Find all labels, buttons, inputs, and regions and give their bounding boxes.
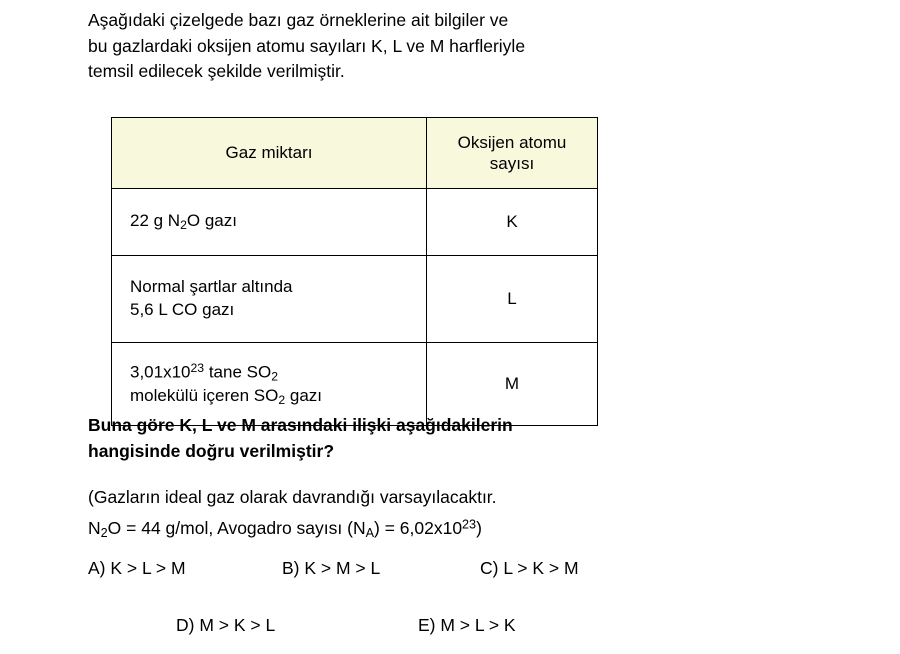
row-3-amount-l1-sub: 2	[271, 369, 279, 384]
row-3-amount-l2-post: gazı	[285, 385, 323, 405]
note-line-2-mid: O = 44 g/mol, Avogadro sayısı (N	[107, 517, 366, 538]
note-line-2-sub-1: 2	[100, 525, 108, 540]
header-gas-amount: Gaz miktarı	[112, 118, 427, 189]
row-1-amount	[112, 189, 427, 256]
row-1-amount-pre: 22 g N	[130, 211, 181, 231]
table-row	[112, 256, 598, 343]
note-line-2-end: )	[476, 517, 482, 538]
note-line-2	[88, 513, 728, 544]
header-oxygen-line-1: Oksijen atomu	[457, 132, 567, 152]
intro-line-2: bu gazlardaki oksijen atomu sayıları K, L ve M harfleriyle	[88, 35, 526, 56]
choice-d[interactable]: D) M > K > L	[176, 615, 276, 635]
note-line-2-sub-2: A	[365, 525, 374, 540]
note-line-2-sup: 23	[462, 516, 477, 531]
table-row	[112, 189, 598, 256]
question-line-1: Buna göre K, L ve M arasındaki ilişki aşağıdakilerin	[88, 415, 513, 435]
question-note	[88, 482, 728, 544]
choice-b[interactable]: B) K > M > L	[282, 558, 381, 578]
choice-e[interactable]: E) M > L > K	[418, 615, 516, 635]
row-2-amount-line-1: Normal şartlar altında	[130, 277, 293, 297]
row-2-symbol: L	[427, 256, 598, 343]
intro-line-3: temsil edilecek şekilde verilmiştir.	[88, 61, 345, 82]
note-line-2-post: ) = 6,02x10	[374, 517, 463, 538]
row-3-amount-l1-mid: tane SO	[204, 362, 272, 382]
row-3-symbol: M	[427, 343, 598, 426]
note-line-1: (Gazların ideal gaz olarak davrandığı varsayılacaktır.	[88, 487, 497, 507]
row-1-amount-post: O gazı	[186, 211, 237, 231]
header-oxygen-line-2: sayısı	[489, 154, 535, 173]
choice-c[interactable]: C) L > K > M	[480, 558, 579, 578]
gas-information-table	[111, 117, 598, 426]
row-2-amount-line-2: 5,6 L CO gazı	[130, 300, 235, 319]
row-3-amount-l2-sub: 2	[278, 392, 286, 407]
row-3-amount-l2-pre: molekülü içeren SO	[130, 385, 279, 405]
question-line-2: hangisinde doğru verilmiştir?	[88, 441, 335, 462]
intro-line-1: Aşağıdaki çizelgede bazı gaz örneklerine ait bilgiler ve	[88, 10, 509, 30]
row-1-amount-sub: 2	[180, 218, 187, 233]
header-oxygen-atom-count	[427, 118, 598, 189]
row-2-amount	[112, 256, 427, 343]
row-3-amount-l1-sup: 23	[190, 360, 205, 375]
row-3-amount-l1-pre: 3,01x10	[130, 362, 191, 382]
table-header-row	[112, 118, 598, 189]
choice-a[interactable]: A) K > L > M	[88, 558, 186, 578]
row-1-symbol: K	[427, 189, 598, 256]
intro-paragraph	[88, 8, 688, 85]
question-prompt	[88, 412, 708, 465]
note-line-2-pre: N	[88, 517, 101, 538]
